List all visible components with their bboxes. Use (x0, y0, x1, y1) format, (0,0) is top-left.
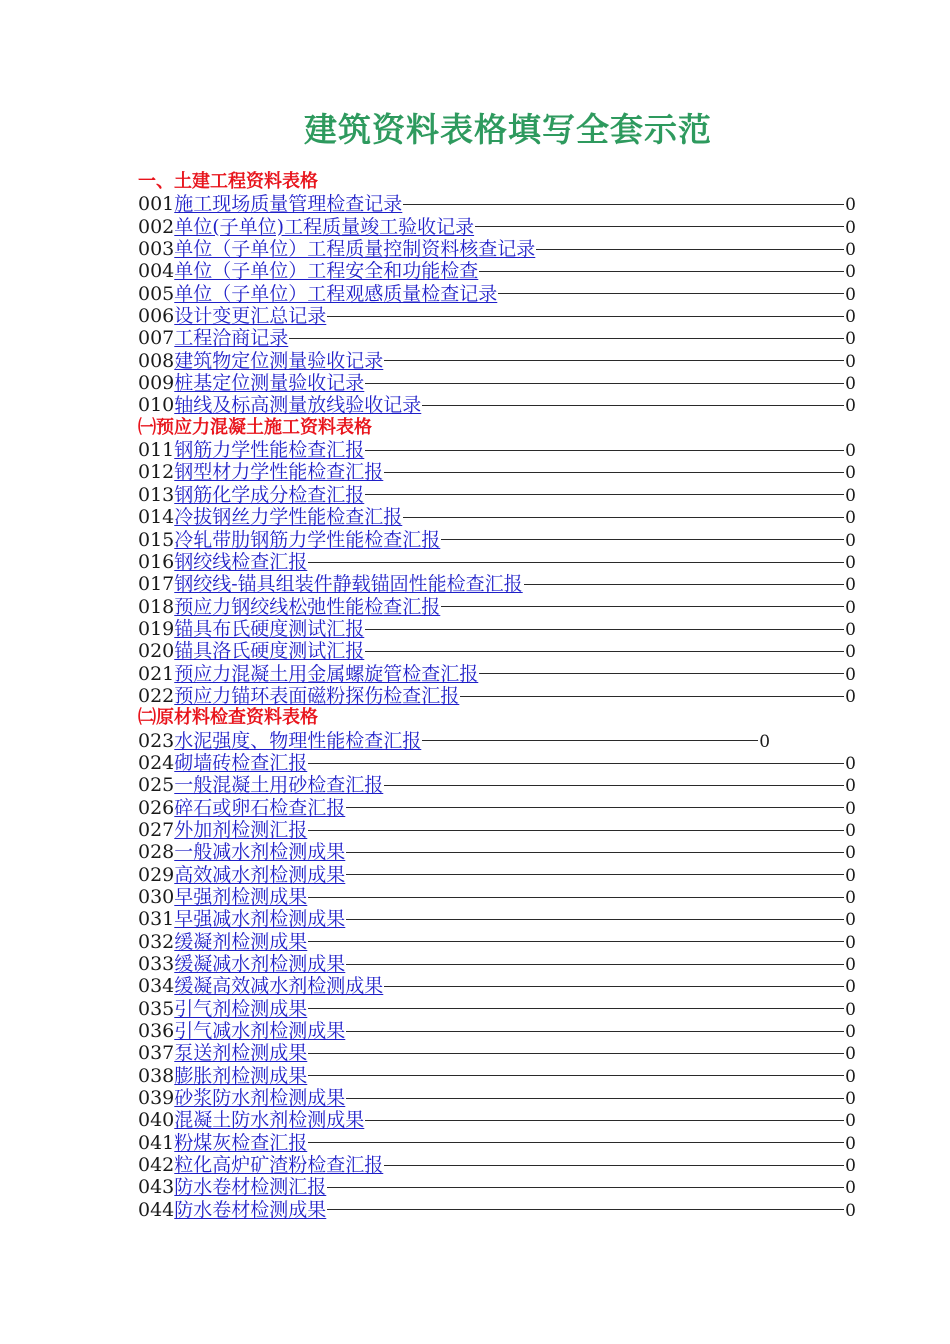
entry-title-link[interactable]: 缓凝剂检测成果 (174, 930, 308, 953)
toc-entry (138, 774, 856, 796)
toc-entry (138, 216, 856, 238)
entry-page-number: 0 (845, 307, 856, 328)
toc-entry (138, 685, 856, 707)
dotted-leader (365, 651, 844, 652)
entry-number: 011 (138, 439, 175, 462)
entry-number: 012 (138, 461, 175, 484)
toc-entry (138, 283, 856, 305)
entry-page-number: 0 (845, 1066, 856, 1087)
dotted-leader (308, 763, 844, 764)
entry-page-number: 0 (845, 1133, 856, 1154)
entry-page-number: 0 (845, 396, 856, 417)
toc-entry (138, 1065, 856, 1087)
dotted-leader (346, 874, 844, 875)
toc-entry (138, 819, 856, 841)
entry-number: 014 (138, 506, 175, 529)
entry-title-link[interactable]: 一般减水剂检测成果 (174, 841, 346, 864)
entry-title-link[interactable]: 预应力混凝土用金属螺旋管检查汇报 (174, 662, 479, 685)
entry-page-number: 0 (845, 530, 856, 551)
entry-title-link[interactable]: 轴线及标高测量放线验收记录 (174, 394, 422, 417)
toc-entry (138, 372, 856, 394)
toc-entry (138, 908, 856, 930)
entry-page-number: 0 (845, 798, 856, 819)
toc-entry (138, 439, 856, 461)
entry-number: 039 (138, 1087, 175, 1110)
entry-page-number: 0 (845, 686, 856, 707)
entry-number: 001 (138, 193, 175, 216)
entry-title-link[interactable]: 钢绞线-锚具组装件静载锚固性能检查汇报 (174, 573, 523, 596)
entry-title-link[interactable]: 单位（子单位）工程质量控制资料核查记录 (174, 238, 536, 261)
entry-number: 024 (138, 751, 175, 774)
entry-number: 028 (138, 841, 175, 864)
entry-number: 018 (138, 595, 175, 618)
toc-entry (138, 193, 856, 215)
entry-title-link[interactable]: 锚具洛氏硬度测试汇报 (174, 640, 365, 663)
toc-entry (138, 573, 856, 595)
dotted-leader (289, 338, 844, 339)
toc-entry (138, 1132, 856, 1154)
toc-entry (138, 1109, 856, 1131)
entry-page-number: 0 (845, 1178, 856, 1199)
entry-title-link[interactable]: 水泥强度、物理性能检查汇报 (174, 729, 422, 752)
dotted-leader (498, 293, 844, 294)
dotted-leader (308, 562, 844, 563)
dotted-leader (365, 629, 844, 630)
toc-entry (138, 1199, 856, 1221)
dotted-leader (384, 785, 844, 786)
dotted-leader (365, 494, 844, 495)
entry-page-number: 0 (845, 463, 856, 484)
entry-number: 008 (138, 349, 175, 372)
entry-title-link[interactable]: 钢筋力学性能检查汇报 (174, 439, 365, 462)
dotted-leader (346, 964, 844, 965)
entry-page-number: 0 (845, 329, 856, 350)
toc-entry (138, 1087, 856, 1109)
entry-title-link[interactable]: 引气剂检测成果 (174, 997, 308, 1020)
entry-title-link[interactable]: 锚具布氏硬度测试汇报 (174, 617, 365, 640)
entry-page-number: 0 (845, 619, 856, 640)
entry-number: 003 (138, 238, 175, 261)
section-heading: 一、土建工程资料表格 (138, 171, 318, 192)
dotted-leader (365, 1120, 844, 1121)
toc-entry (138, 305, 856, 327)
entry-number: 027 (138, 818, 175, 841)
entry-title-link[interactable]: 单位（子单位）工程观感质量检查记录 (174, 282, 498, 305)
entry-title-link[interactable]: 一般混凝土用砂检查汇报 (174, 774, 384, 797)
entry-number: 021 (138, 662, 175, 685)
entry-title-link[interactable]: 钢型材力学性能检查汇报 (174, 461, 384, 484)
entry-title-link[interactable]: 施工现场质量管理检查记录 (174, 193, 403, 216)
toc-entry (138, 864, 856, 886)
section-heading: ㈡原材料检查资料表格 (138, 707, 318, 729)
dotted-leader (308, 830, 844, 831)
entry-title-link[interactable]: 防水卷材检测汇报 (174, 1176, 327, 1199)
entry-title-link[interactable]: 预应力钢绞线松弛性能检查汇报 (174, 595, 441, 618)
entry-number: 023 (138, 729, 175, 752)
entry-title-link[interactable]: 混凝土防水剂检测成果 (174, 1109, 365, 1132)
dotted-leader (479, 673, 844, 674)
toc-entry (138, 529, 856, 551)
entry-number: 004 (138, 260, 175, 283)
dotted-leader (308, 1008, 844, 1009)
entry-title-link[interactable]: 砂浆防水剂检测成果 (174, 1087, 346, 1110)
toc-entry (138, 886, 856, 908)
entry-number: 025 (138, 774, 175, 797)
entry-page-number: 0 (845, 217, 856, 238)
entry-page-number: 0 (845, 999, 856, 1020)
dotted-leader (384, 360, 844, 361)
entry-title-link[interactable]: 高效减水剂检测成果 (174, 863, 346, 886)
entry-title-link[interactable]: 引气减水剂检测成果 (174, 1020, 346, 1043)
entry-page-number: 0 (845, 284, 856, 305)
dotted-leader (475, 226, 844, 227)
entry-number: 035 (138, 997, 175, 1020)
entry-page-number: 0 (845, 910, 856, 931)
entry-number: 029 (138, 863, 175, 886)
dotted-leader (327, 316, 844, 317)
dotted-leader (536, 249, 844, 250)
dotted-leader (308, 1053, 844, 1054)
dotted-leader (346, 1031, 844, 1032)
entry-title-link[interactable]: 钢筋化学成分检查汇报 (174, 483, 365, 506)
entry-page-number: 0 (845, 575, 856, 596)
dotted-leader (384, 472, 844, 473)
toc-entry (138, 797, 856, 819)
entry-page-number: 0 (845, 485, 856, 506)
entry-title-link[interactable]: 防水卷材检测成果 (174, 1198, 327, 1221)
entry-title-link[interactable]: 冷拔钢丝力学性能检查汇报 (174, 506, 403, 529)
entry-page-number: 0 (759, 731, 771, 752)
document-title: 建筑资料表格填写全套示范 (304, 110, 712, 149)
toc-entry (138, 752, 856, 774)
toc-entry (138, 394, 856, 416)
entry-number: 034 (138, 975, 175, 998)
entry-title-link[interactable]: 单位（子单位）工程安全和功能检查 (174, 260, 479, 283)
entry-page-number: 0 (845, 552, 856, 573)
entry-number: 017 (138, 573, 175, 596)
dotted-leader (365, 383, 844, 384)
entry-title-link[interactable]: 缓凝高效减水剂检测成果 (174, 975, 384, 998)
dotted-leader (327, 1209, 844, 1210)
entry-number: 038 (138, 1064, 175, 1087)
dotted-leader (346, 1098, 844, 1099)
toc-entry (138, 998, 856, 1020)
dotted-leader (441, 539, 844, 540)
entry-title-link[interactable]: 早强减水剂检测成果 (174, 908, 346, 931)
entry-title-link[interactable]: 单位(子单位)工程质量竣工验收记录 (174, 215, 475, 238)
toc-entry (138, 975, 856, 997)
entry-page-number: 0 (845, 865, 856, 886)
toc-entry (138, 663, 856, 685)
entry-title-link[interactable]: 设计变更汇总记录 (174, 305, 327, 328)
entry-page-number: 0 (845, 597, 856, 618)
entry-page-number: 0 (845, 195, 856, 216)
toc-entry (138, 931, 856, 953)
dotted-leader (524, 584, 844, 585)
toc-entry (138, 551, 856, 573)
entry-number: 002 (138, 215, 175, 238)
entry-number: 031 (138, 908, 175, 931)
entry-page-number: 0 (845, 1200, 856, 1221)
entry-number: 005 (138, 282, 175, 305)
toc-entry (138, 953, 856, 975)
entry-page-number: 0 (845, 508, 856, 529)
entry-page-number: 0 (845, 441, 856, 462)
toc-entry (138, 640, 856, 662)
toc-entry (138, 1042, 856, 1064)
entry-page-number: 0 (845, 1111, 856, 1132)
toc-entry (138, 1020, 856, 1042)
toc-entry (138, 1154, 856, 1176)
entry-title-link[interactable]: 早强剂检测成果 (174, 886, 308, 908)
entry-title-link[interactable]: 冷轧带肋钢筋力学性能检查汇报 (174, 528, 441, 551)
entry-title-link[interactable]: 桩基定位测量验收记录 (174, 372, 365, 395)
entry-title-link[interactable]: 砌墙砖检查汇报 (174, 751, 308, 774)
entry-number: 041 (138, 1131, 175, 1154)
entry-page-number: 0 (845, 240, 856, 261)
entry-title-link[interactable]: 预应力锚环表面磁粉探伤检查汇报 (174, 684, 460, 707)
toc-entry (138, 506, 856, 528)
toc-entry (138, 841, 856, 863)
dotted-leader (346, 807, 844, 808)
entry-number: 032 (138, 930, 175, 953)
entry-title-link[interactable]: 建筑物定位测量验收记录 (174, 349, 384, 372)
toc-entry (138, 484, 856, 506)
entry-number: 026 (138, 796, 175, 819)
entry-title-link[interactable]: 钢绞线检查汇报 (174, 550, 308, 573)
entry-number: 043 (138, 1176, 175, 1199)
entry-number: 015 (138, 528, 175, 551)
dotted-leader (422, 740, 758, 741)
dotted-leader (346, 919, 844, 920)
toc-entry (138, 596, 856, 618)
entry-number: 013 (138, 483, 175, 506)
dotted-leader (441, 606, 844, 607)
entry-title-link[interactable]: 工程洽商记录 (174, 327, 289, 350)
dotted-leader (403, 517, 844, 518)
dotted-leader (422, 405, 844, 406)
dotted-leader (308, 897, 844, 898)
entry-number: 040 (138, 1109, 175, 1132)
dotted-leader (365, 450, 844, 451)
entry-page-number: 0 (845, 374, 856, 395)
entry-page-number: 0 (845, 932, 856, 953)
entry-page-number: 0 (845, 1156, 856, 1177)
entry-number: 036 (138, 1020, 175, 1043)
entry-title-link[interactable]: 膨胀剂检测成果 (174, 1064, 308, 1087)
section-heading: ㈠预应力混凝土施工资料表格 (138, 416, 372, 438)
entry-page-number: 0 (845, 1022, 856, 1043)
toc-entry (138, 1176, 856, 1198)
entry-number: 019 (138, 617, 175, 640)
entry-page-number: 0 (845, 351, 856, 372)
entry-number: 010 (138, 394, 175, 417)
entry-number: 044 (138, 1198, 175, 1221)
entry-number: 020 (138, 640, 175, 663)
entry-page-number: 0 (845, 642, 856, 663)
entry-page-number: 0 (845, 1089, 856, 1110)
entry-page-number: 0 (845, 820, 856, 841)
entry-title-link[interactable]: 碎石或卵石检查汇报 (174, 796, 346, 819)
entry-page-number: 0 (845, 664, 856, 685)
entry-page-number: 0 (845, 1044, 856, 1065)
entry-number: 009 (138, 372, 175, 395)
entry-page-number: 0 (845, 843, 856, 864)
dotted-leader (403, 204, 844, 205)
dotted-leader (346, 852, 844, 853)
toc-entry (138, 327, 856, 349)
entry-number: 033 (138, 953, 175, 976)
dotted-leader (460, 696, 844, 697)
dotted-leader (384, 986, 844, 987)
entry-title-link[interactable]: 缓凝减水剂检测成果 (174, 953, 346, 976)
entry-page-number: 0 (845, 888, 856, 908)
entry-number: 022 (138, 684, 175, 707)
entry-page-number: 0 (845, 262, 856, 283)
entry-title-link[interactable]: 粒化高炉矿渣粉检查汇报 (174, 1154, 384, 1177)
toc-entry (138, 461, 856, 483)
entry-title-link[interactable]: 粉煤灰检查汇报 (174, 1131, 308, 1154)
table-of-contents (138, 171, 856, 1221)
dotted-leader (308, 1075, 844, 1076)
entry-page-number: 0 (845, 977, 856, 998)
toc-entry (138, 730, 856, 752)
dotted-leader (384, 1165, 844, 1166)
dotted-leader (479, 271, 844, 272)
entry-number: 006 (138, 305, 175, 328)
dotted-leader (308, 941, 844, 942)
toc-entry (138, 350, 856, 372)
entry-page-number: 0 (845, 955, 856, 976)
entry-title-link[interactable]: 外加剂检测汇报 (174, 818, 308, 841)
entry-number: 007 (138, 327, 175, 350)
entry-number: 042 (138, 1154, 175, 1177)
toc-entry (138, 238, 856, 260)
entry-number: 037 (138, 1042, 175, 1065)
toc-entry (138, 618, 856, 640)
dotted-leader (308, 1142, 844, 1143)
dotted-leader (327, 1187, 844, 1188)
entry-page-number: 0 (845, 753, 856, 774)
entry-number: 030 (138, 886, 175, 908)
entry-title-link[interactable]: 泵送剂检测成果 (174, 1042, 308, 1065)
entry-page-number: 0 (845, 776, 856, 797)
entry-number: 016 (138, 550, 175, 573)
toc-entry (138, 260, 856, 282)
